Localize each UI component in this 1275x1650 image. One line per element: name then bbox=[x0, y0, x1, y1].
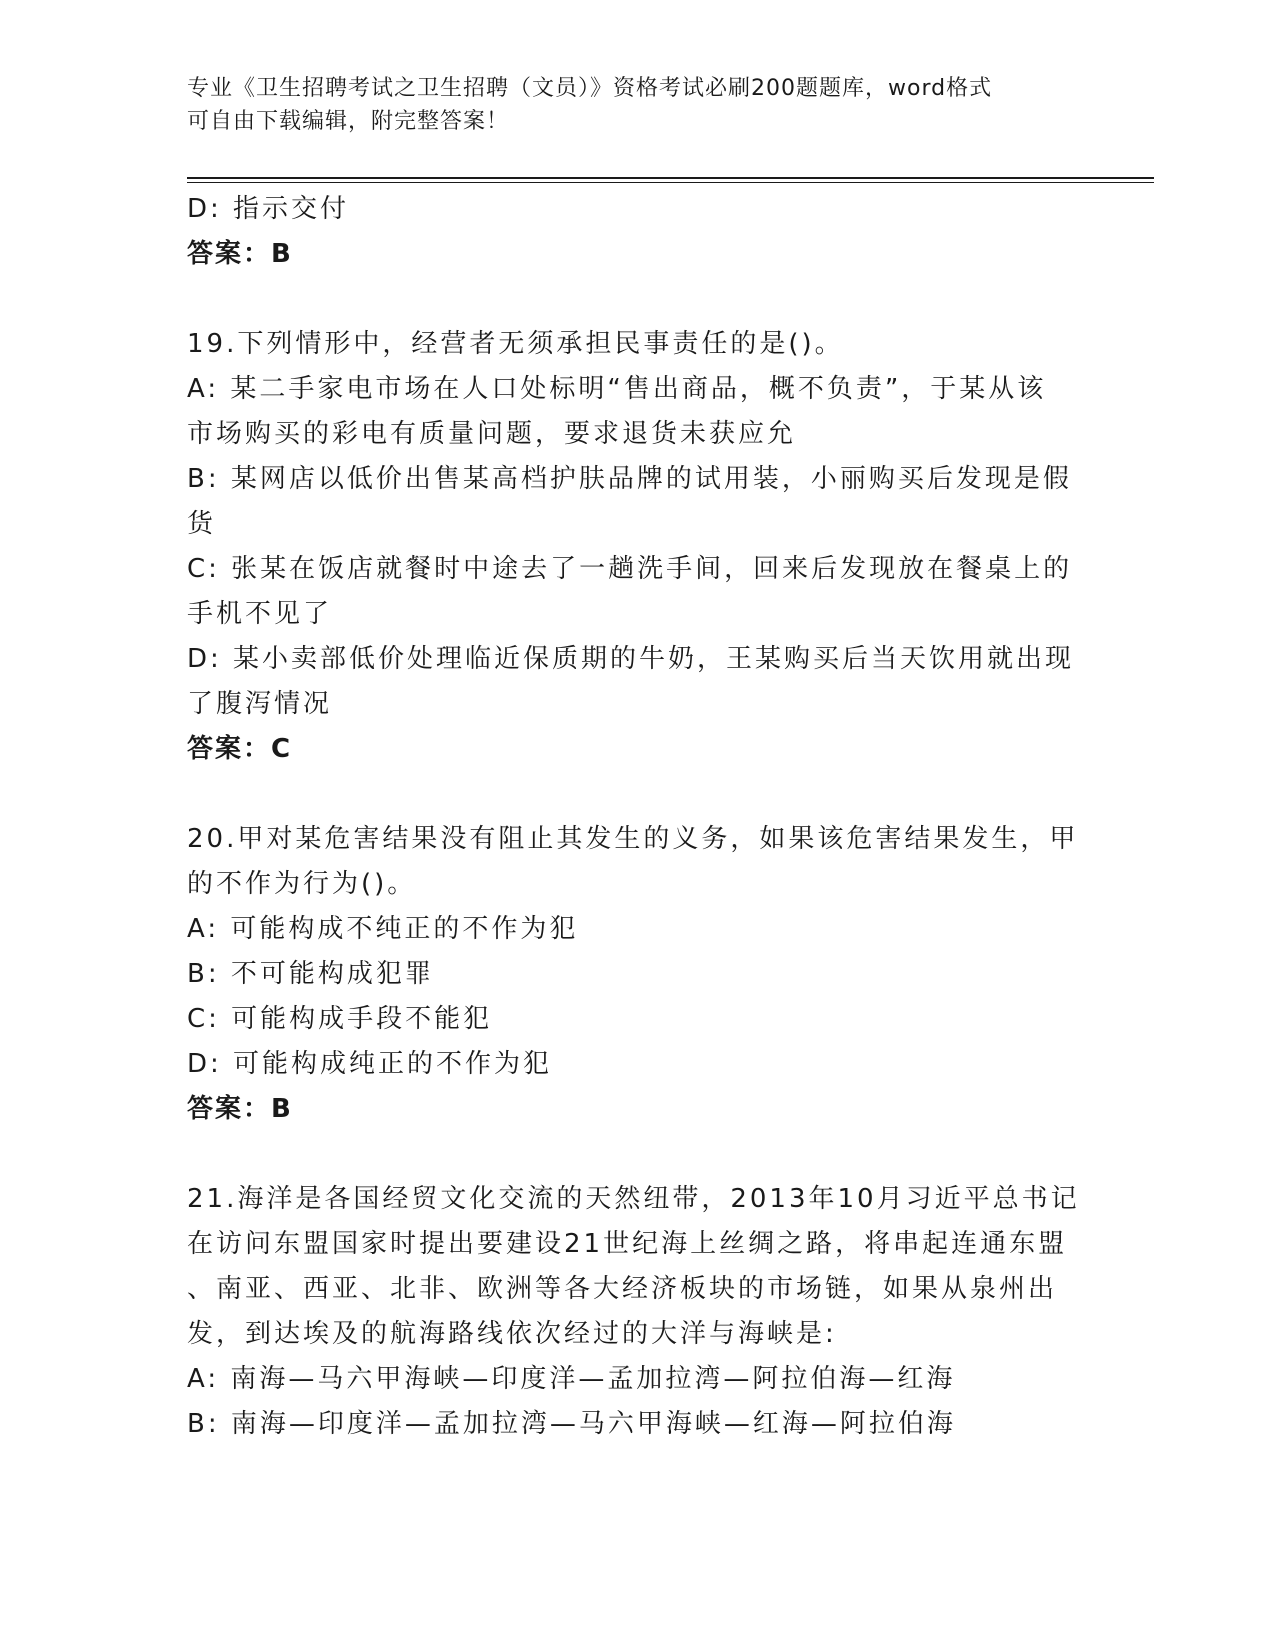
question-19 bbox=[187, 322, 1087, 772]
option-a-cont: 市场购买的彩电有质量问题，要求退货未获应允 bbox=[187, 419, 797, 449]
option-c: C: 张某在饭店就餐时中途去了一趟洗手间，回来后发现放在餐桌上的 bbox=[187, 554, 1073, 584]
prev-question bbox=[187, 187, 1087, 277]
option-b: B: 某网店以低价出售某高档护肤品牌的试用装，小丽购买后发现是假 bbox=[187, 464, 1072, 494]
option-a: A: 可能构成不纯正的不作为犯 bbox=[187, 914, 579, 944]
option-d: D: 某小卖部低价处理临近保质期的牛奶，王某购买后当天饮用就出现 bbox=[187, 644, 1075, 674]
option-b: B: 不可能构成犯罪 bbox=[187, 959, 434, 989]
document-body bbox=[187, 187, 1087, 1447]
option-b: B: 南海—印度洋—孟加拉湾—马六甲海峡—红海—阿拉伯海 bbox=[187, 1409, 956, 1439]
page-header bbox=[187, 72, 1067, 138]
question-21 bbox=[187, 1177, 1087, 1447]
header-line-2: 可自由下载编辑，附完整答案！ bbox=[187, 109, 510, 134]
answer: 答案：C bbox=[187, 734, 293, 764]
option-d-cont: 了腹泻情况 bbox=[187, 689, 333, 719]
answer: 答案：B bbox=[187, 1094, 293, 1124]
question-stem-cont: 、南亚、西亚、北非、欧洲等各大经济板块的市场链，如果从泉州出 bbox=[187, 1274, 1058, 1304]
option-d: D: 可能构成纯正的不作为犯 bbox=[187, 1049, 553, 1079]
question-stem-cont: 的不作为行为()。 bbox=[187, 869, 417, 899]
spacer bbox=[187, 277, 1087, 322]
option-a: A: 南海—马六甲海峡—印度洋—孟加拉湾—阿拉伯海—红海 bbox=[187, 1364, 956, 1394]
option-b-cont: 货 bbox=[187, 509, 217, 539]
question-stem: 20.甲对某危害结果没有阻止其发生的义务，如果该危害结果发生，甲 bbox=[187, 824, 1079, 854]
question-stem: 19.下列情形中，经营者无须承担民事责任的是()。 bbox=[187, 329, 844, 359]
option-c-cont: 手机不见了 bbox=[187, 599, 333, 629]
question-stem: 21.海洋是各国经贸文化交流的天然纽带，2013年10月习近平总书记 bbox=[187, 1184, 1080, 1214]
option-a: A: 某二手家电市场在人口处标明“售出商品，概不负责”，于某从该 bbox=[187, 374, 1047, 404]
header-line-1: 专业《卫生招聘考试之卫生招聘（文员）》资格考试必刷200题题库，word格式 bbox=[187, 76, 993, 101]
question-20 bbox=[187, 817, 1087, 1132]
answer: 答案：B bbox=[187, 239, 293, 269]
question-stem-cont: 发，到达埃及的航海路线依次经过的大洋与海峡是: bbox=[187, 1319, 837, 1349]
spacer bbox=[187, 772, 1087, 817]
option-c: C: 可能构成手段不能犯 bbox=[187, 1004, 493, 1034]
option-d: D: 指示交付 bbox=[187, 194, 350, 224]
header-divider bbox=[187, 177, 1154, 183]
question-stem-cont: 在访问东盟国家时提出要建设21世纪海上丝绸之路，将串起连通东盟 bbox=[187, 1229, 1068, 1259]
spacer bbox=[187, 1132, 1087, 1177]
